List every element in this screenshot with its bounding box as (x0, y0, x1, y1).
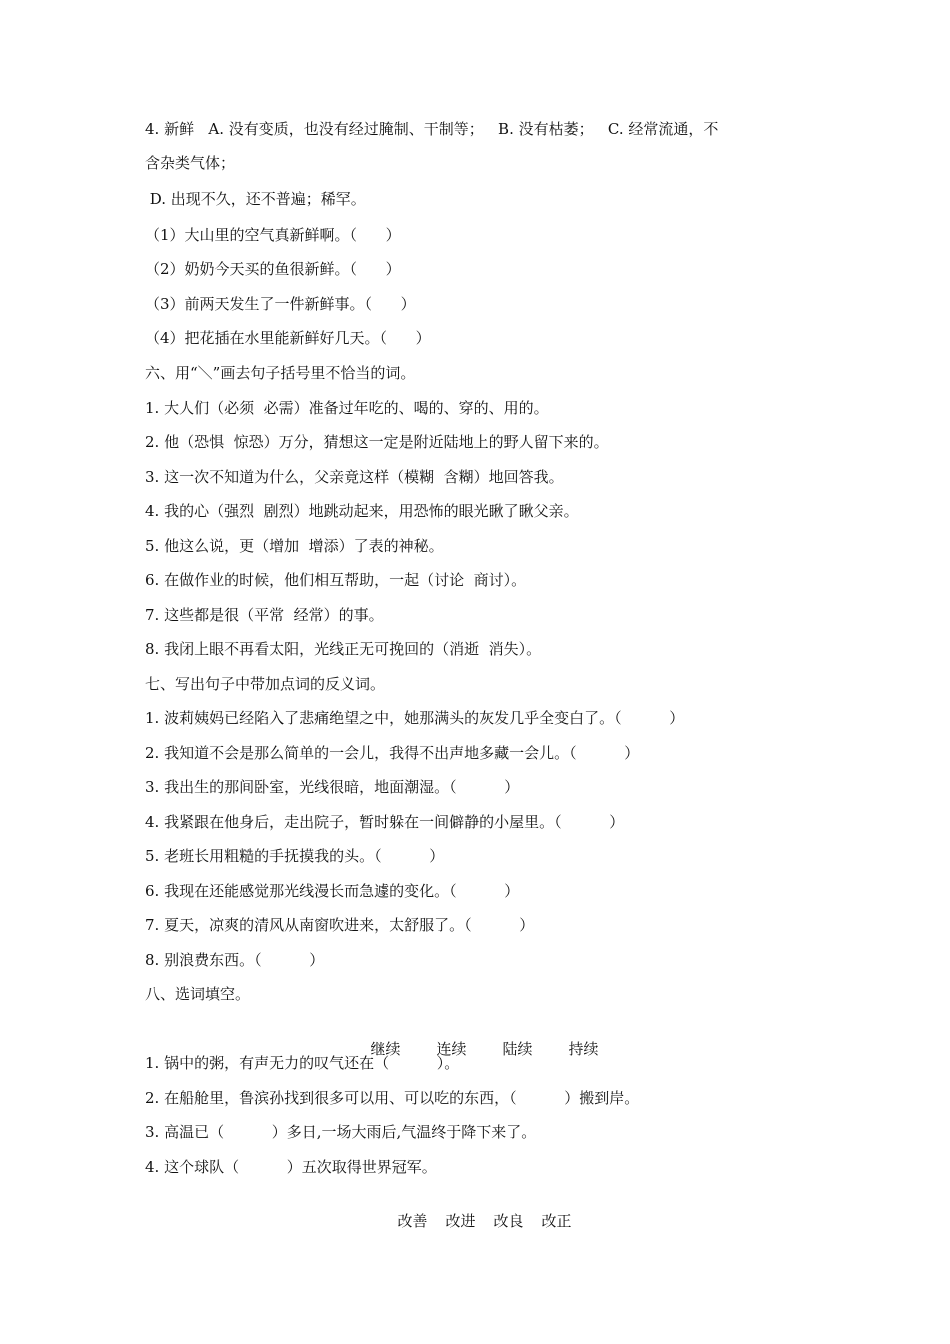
q4-item-3: （3）前两天发生了一件新鲜事。（ ） (145, 295, 416, 313)
q4-item-1: （1）大山里的空气真新鲜啊。（ ） (145, 226, 401, 244)
word-bank-1 (0, 1019, 950, 1079)
word-bank-1-word: 连续 (436, 1040, 467, 1058)
word-bank-1-word: 陆续 (502, 1040, 533, 1058)
q4-prompt-line2: 含杂类气体； (145, 154, 236, 172)
section6-item-4: 4. 我的心（强烈 剧烈）地跳动起来，用恐怖的眼光瞅了瞅父亲。 (145, 502, 579, 520)
section6-item-5: 5. 他这么说，更（增加 增添）了表的神秘。 (145, 537, 444, 555)
section8-item-4: 4. 这个球队（ ）五次取得世界冠军。 (145, 1158, 437, 1176)
word-bank-2-word: 改善 (397, 1212, 428, 1230)
section6-item-7: 7. 这些都是很（平常 经常）的事。 (145, 606, 384, 624)
q4-item-4: （4）把花插在水里能新鲜好几天。（ ） (145, 329, 431, 347)
q4-option-d: D. 出现不久，还不普遍；稀罕。 (145, 190, 366, 208)
word-bank-2-word: 改正 (541, 1212, 572, 1230)
section7-item-3: 3. 我出生的那间卧室，光线很暗，地面潮湿。（ ） (145, 778, 520, 796)
section7-item-6: 6. 我现在还能感觉那光线漫长而急遽的变化。（ ） (145, 882, 520, 900)
word-bank-1-word: 持续 (568, 1040, 599, 1058)
section7-item-7: 7. 夏天，凉爽的清风从南窗吹进来，太舒服了。（ ） (145, 916, 535, 934)
q4-prompt-line1: 4. 新鲜 A. 没有变质，也没有经过腌制、干制等； B. 没有枯萎； C. 经常流通，不 (145, 120, 719, 138)
section7-item-8: 8. 别浪费东西。（ ） (145, 951, 325, 969)
section8-item-1: 1. 锅中的粥，有声无力的叹气还在（ ）。 (145, 1054, 460, 1072)
section6-item-1: 1. 大人们（必须 必需）准备过年吃的、喝的、穿的、用的。 (145, 399, 549, 417)
section6-title: 六、用“＼”画去句子括号里不恰当的词。 (145, 364, 416, 382)
section7-title: 七、写出句子中带加点词的反义词。 (145, 675, 386, 693)
section8-title: 八、选词填空。 (145, 985, 251, 1003)
section7-item-1: 1. 波莉姨妈已经陷入了悲痛绝望之中，她那满头的灰发几乎全变白了。（ ） (145, 709, 685, 727)
section6-item-3: 3. 这一次不知道为什么，父亲竟这样（模糊 含糊）地回答我。 (145, 468, 564, 486)
word-bank-1-word: 继续 (370, 1040, 401, 1058)
section7-item-2: 2. 我知道不会是那么简单的一会儿，我得不出声地多藏一会儿。（ ） (145, 744, 640, 762)
section6-item-2: 2. 他（恐惧 惊恐）万分，猜想这一定是附近陆地上的野人留下来的。 (145, 433, 609, 451)
section6-item-6: 6. 在做作业的时候，他们相互帮助，一起（讨论 商讨）。 (145, 571, 527, 589)
section8-item-2: 2. 在船舱里，鲁滨孙找到很多可以用、可以吃的东西，（ ）搬到岸。 (145, 1089, 640, 1107)
q4-item-2: （2）奶奶今天买的鱼很新鲜。（ ） (145, 260, 401, 278)
word-bank-2 (0, 1191, 950, 1251)
section7-item-4: 4. 我紧跟在他身后，走出院子，暂时躲在一间僻静的小屋里。（ ） (145, 813, 625, 831)
section7-item-5: 5. 老班长用粗糙的手抚摸我的头。（ ） (145, 847, 445, 865)
section6-item-8: 8. 我闭上眼不再看太阳，光线正无可挽回的（消逝 消失）。 (145, 640, 542, 658)
word-bank-2-word: 改良 (493, 1212, 524, 1230)
section8-item-3: 3. 高温已（ ）多日,一场大雨后,气温终于降下来了。 (145, 1123, 537, 1141)
word-bank-2-word: 改进 (445, 1212, 476, 1230)
